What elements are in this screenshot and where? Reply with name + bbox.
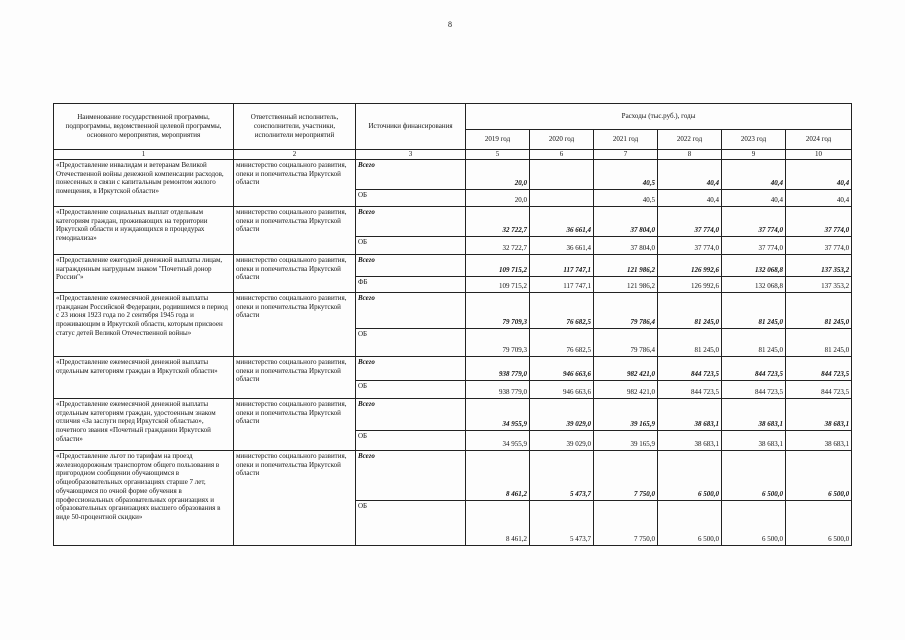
executor: министерство социального развития, опеки и попечительства Иркутской области [234,450,356,545]
program-name: «Предоставление инвалидам и ветеранам Великой Отечественной войны денежной компенсации расходов, понесенных в связи с капитальным ремонтом жилого помещения, в Иркутской области» [54,159,234,206]
budget-value: 36 661,4 [530,236,594,254]
budget-value: 844 723,5 [658,380,722,398]
budget-value: 81 245,0 [658,328,722,356]
total-value: 81 245,0 [722,292,786,328]
executor: министерство социального развития, опеки и попечительства Иркутской области [234,356,356,398]
total-value: 34 955,9 [466,398,530,430]
budget-value: 938 779,0 [466,380,530,398]
budget-value: 81 245,0 [786,328,852,356]
header-executor: Ответственный исполнитель, соисполнители, участники, исполнители мероприятий [234,104,356,150]
budget-value: 37 774,0 [722,236,786,254]
expenses-table [53,103,852,546]
total-value: 844 723,5 [722,356,786,380]
table-row [54,450,852,500]
header-year: 2021 год [594,130,658,150]
budget-value: 40,4 [786,189,852,206]
total-value: 40,5 [594,159,658,189]
budget-value: 20,0 [466,189,530,206]
total-value: 76 682,5 [530,292,594,328]
column-index: 9 [722,150,786,160]
total-value: 40,4 [722,159,786,189]
source-total: Всего [356,292,466,328]
budget-value: 81 245,0 [722,328,786,356]
table-row [54,398,852,430]
program-name: «Предоставление ежегодной денежной выплаты лицам, награжденным нагрудным знаком "Почетный донор России"» [54,254,234,292]
header-year: 2023 год [722,130,786,150]
table-row [54,159,852,189]
header-year: 2019 год [466,130,530,150]
column-index: 5 [466,150,530,160]
total-value: 20,0 [466,159,530,189]
budget-value: 109 715,2 [466,276,530,292]
total-value: 37 774,0 [658,206,722,236]
total-value: 40,4 [658,159,722,189]
budget-value: 946 663,6 [530,380,594,398]
total-value: 117 747,1 [530,254,594,276]
total-value: 38 683,1 [722,398,786,430]
source-budget: ОБ [356,380,466,398]
column-index: 1 [54,150,234,160]
executor: министерство социального развития, опеки и попечительства Иркутской области [234,398,356,450]
budget-value [530,189,594,206]
budget-value: 121 986,2 [594,276,658,292]
total-value: 982 421,0 [594,356,658,380]
total-value: 79 786,4 [594,292,658,328]
total-value: 81 245,0 [658,292,722,328]
source-total: Всего [356,398,466,430]
program-name: «Предоставление ежемесячной денежной выплаты отдельным категориям граждан, удостоенным знаком отличия «За заслуги перед Иркутской областью», почетного звания «Почетный гражданин Иркутской области» [54,398,234,450]
source-budget: ОБ [356,430,466,450]
total-value: 36 661,4 [530,206,594,236]
total-value: 6 500,0 [658,450,722,500]
total-value: 6 500,0 [722,450,786,500]
budget-value: 37 804,0 [594,236,658,254]
program-name: «Предоставление льгот по тарифам на проезд железнодорожным транспортом общего пользования в пригородном сообщении обучающимся в общеобразовательных организациях старше 7 лет, обучающимся по очной форме обучения в профессиональных образовательных организациях и образовательных организациях высшего образования в виде 50-процентной скидки» [54,450,234,545]
executor: министерство социального развития, опеки и попечительства Иркутской области [234,206,356,254]
total-value: 79 709,3 [466,292,530,328]
budget-value: 37 774,0 [786,236,852,254]
total-value: 844 723,5 [786,356,852,380]
source-total: Всего [356,356,466,380]
total-value: 81 245,0 [786,292,852,328]
budget-value: 982 421,0 [594,380,658,398]
total-value: 38 683,1 [786,398,852,430]
total-value: 946 663,6 [530,356,594,380]
budget-value: 38 683,1 [786,430,852,450]
budget-value: 7 750,0 [594,500,658,545]
header-year: 2022 год [658,130,722,150]
program-name: «Предоставление ежемесячной денежной выплаты гражданам Российской Федерации, родившимся в период с 23 июня 1923 года по 2 сентября 1945 года и проживающим в Иркутской области, которым присвоен статус детей Великой Отечественной войны» [54,292,234,356]
budget-value: 137 353,2 [786,276,852,292]
total-value: 39 165,9 [594,398,658,430]
column-index: 10 [786,150,852,160]
table-row [54,356,852,380]
source-budget: ОБ [356,189,466,206]
budget-value: 39 165,9 [594,430,658,450]
header-expenses: Расходы (тыс.руб.), годы [466,104,852,130]
budget-value: 6 500,0 [786,500,852,545]
total-value: 137 353,2 [786,254,852,276]
budget-value: 38 683,1 [722,430,786,450]
source-total: Всего [356,159,466,189]
budget-value: 844 723,5 [722,380,786,398]
header-year: 2024 год [786,130,852,150]
source-budget: ОБ [356,328,466,356]
column-index: 2 [234,150,356,160]
budget-value: 844 723,5 [786,380,852,398]
budget-value: 6 500,0 [658,500,722,545]
total-value: 844 723,5 [658,356,722,380]
total-value: 938 779,0 [466,356,530,380]
budget-value: 132 068,8 [722,276,786,292]
header-name: Наименование государственной программы, подпрограммы, ведомственной целевой программы, основного мероприятия, мероприятия [54,104,234,150]
table-row [54,254,852,276]
budget-value: 34 955,9 [466,430,530,450]
column-index: 3 [356,150,466,160]
executor: министерство социального развития, опеки и попечительства Иркутской области [234,254,356,292]
budget-value: 37 774,0 [658,236,722,254]
total-value: 38 683,1 [658,398,722,430]
total-value [530,159,594,189]
source-total: Всего [356,206,466,236]
budget-value: 8 461,2 [466,500,530,545]
budget-value: 40,4 [658,189,722,206]
budget-value: 79 709,3 [466,328,530,356]
budget-value: 79 786,4 [594,328,658,356]
total-value: 121 986,2 [594,254,658,276]
source-budget: ОБ [356,500,466,545]
total-value: 132 068,8 [722,254,786,276]
source-total: Всего [356,450,466,500]
budget-value: 39 029,0 [530,430,594,450]
total-value: 109 715,2 [466,254,530,276]
total-value: 5 473,7 [530,450,594,500]
header-source: Источники финансирования [356,104,466,150]
budget-value: 5 473,7 [530,500,594,545]
total-value: 37 804,0 [594,206,658,236]
budget-value: 117 747,1 [530,276,594,292]
total-value: 32 722,7 [466,206,530,236]
budget-value: 40,5 [594,189,658,206]
column-index: 6 [530,150,594,160]
source-budget: ФБ [356,276,466,292]
source-total: Всего [356,254,466,276]
budget-value: 126 992,6 [658,276,722,292]
budget-value: 38 683,1 [658,430,722,450]
executor: министерство социального развития, опеки и попечительства Иркутской области [234,292,356,356]
total-value: 8 461,2 [466,450,530,500]
budget-value: 6 500,0 [722,500,786,545]
total-value: 6 500,0 [786,450,852,500]
total-value: 39 029,0 [530,398,594,430]
program-name: «Предоставление ежемесячной денежной выплаты отдельным категориям граждан в Иркутской области» [54,356,234,398]
source-budget: ОБ [356,236,466,254]
total-value: 37 774,0 [786,206,852,236]
executor: министерство социального развития, опеки и попечительства Иркутской области [234,159,356,206]
column-index: 8 [658,150,722,160]
budget-value: 32 722,7 [466,236,530,254]
budget-value: 76 682,5 [530,328,594,356]
page-number: 8 [448,20,452,29]
header-year: 2020 год [530,130,594,150]
program-name: «Предоставление социальных выплат отдельным категориям граждан, проживающих на территории Иркутской области и нуждающихся в процедурах гемодиализа» [54,206,234,254]
total-value: 37 774,0 [722,206,786,236]
total-value: 126 992,6 [658,254,722,276]
table-row [54,292,852,328]
total-value: 7 750,0 [594,450,658,500]
column-index: 7 [594,150,658,160]
budget-value: 40,4 [722,189,786,206]
total-value: 40,4 [786,159,852,189]
table-row [54,206,852,236]
